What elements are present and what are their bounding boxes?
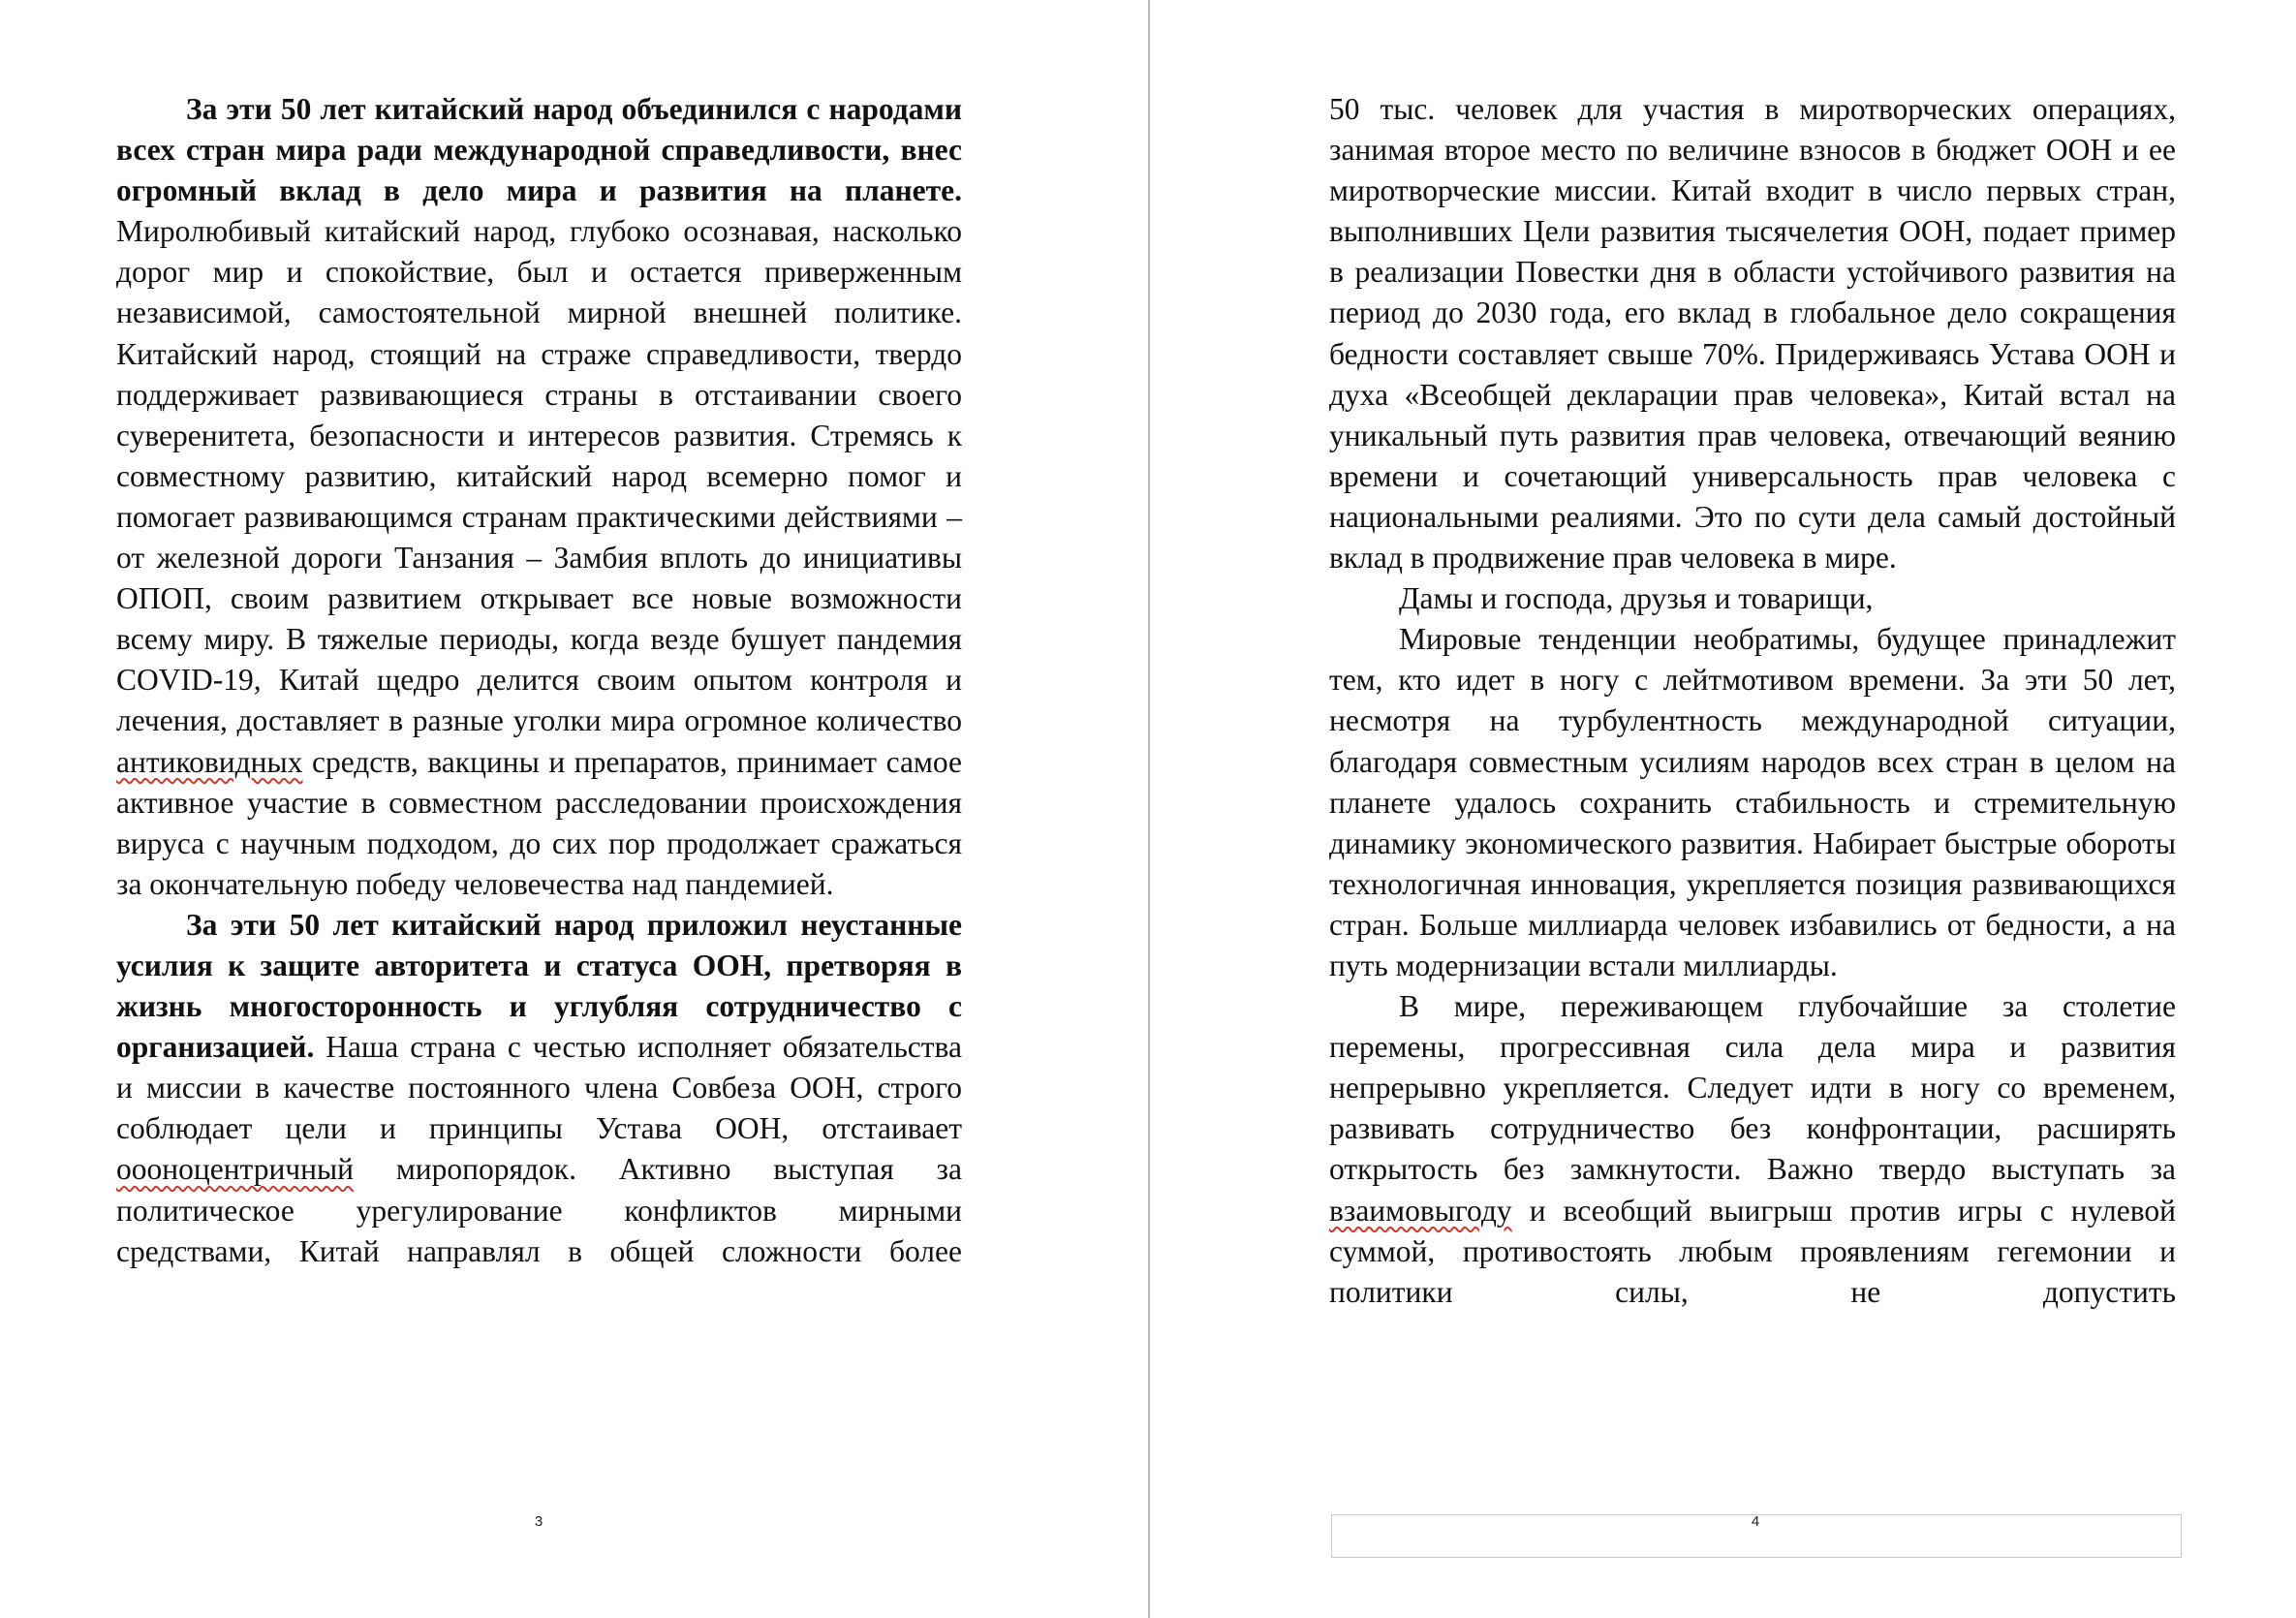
page-4-body bbox=[1329, 89, 2176, 1313]
paragraph-text: средств, вакцины и препаратов, принимает самое активное участие в совместном расследовании происхождения вируса с научным подходом, до сих пор продолжает сражаться за окончательную победу человечества над пандемией. bbox=[116, 744, 962, 901]
page-4 bbox=[1150, 0, 2296, 1618]
paragraph bbox=[1329, 986, 2176, 1313]
paragraph bbox=[116, 89, 962, 905]
paragraph-text: В мире, переживающем глубочайшие за столетие перемены, прогрессивная сила дела мира и развития непрерывно укрепляется. Следует идти в ногу со временем, развивать сотрудничество без конфронтации, расширять открытость без замкнутости. Важно твердо выступать за bbox=[1329, 989, 2176, 1187]
bold-lead-text: За эти 50 лет китайский народ объединился с народами всех стран мира ради международной справедливости, внес огромный вклад в дело мира и развития на планете. bbox=[116, 92, 962, 208]
page-number: 4 bbox=[1751, 1513, 1760, 1530]
paragraph: 50 тыс. человек для участия в миротворческих операциях, занимая второе место по величине взносов в бюджет ООН и ее миротворческие миссии. Китай входит в число первых стран, выполнивших Цели развития тысячелетия ООН, подает пример в реализации Повестки дня в области устойчивого развития на период до 2030 года, его вклад в глобальное дело сокращения бедности составляет свыше 70%. Придерживаясь Устава ООН и духа «Всеобщей декларации прав человека», Китай встал на уникальный путь развития прав человека, отвечающий веянию времени и сочетающий универсальность прав человека с национальными реалиями. Это по сути дела самый достойный вклад в продвижение прав человека в мире. bbox=[1329, 92, 2176, 576]
spellcheck-flagged-word[interactable]: оооноцентричный bbox=[116, 1152, 355, 1187]
page-3-body bbox=[116, 89, 962, 1272]
paragraph: Мировые тенденции необратимы, будущее принадлежит тем, кто идет в ногу с лейтмотивом времени. За эти 50 лет, несмотря на турбулентность международной ситуации, благодаря совместным усилиям народов всех стран в целом на планете удалось сохранить стабильность и стремительную динамику экономического развития. Набирает быстрые обороты технологичная инновация, укрепляется позиция развивающихся стран. Больше миллиарда человек избавились от бедности, а на путь модернизации встали миллиарды. bbox=[1329, 622, 2176, 982]
spellcheck-flagged-word[interactable]: взаимовыгоду bbox=[1329, 1193, 1512, 1228]
spellcheck-flagged-word[interactable]: антиковидных bbox=[116, 744, 303, 779]
paragraph-text: миропорядок. Активно выступая за политическое урегулирование конфликтов мирными средствами, Китай направлял в общей сложности более bbox=[116, 1152, 962, 1268]
paragraph-text: и всеобщий выигрыш против игры с нулевой суммой, противостоять любым проявлениям гегемонии и политики силы, не допустить bbox=[1329, 1193, 2176, 1309]
paragraph-text: Миролюбивый китайский народ, глубоко осознавая, насколько дорог мир и спокойствие, был и остается приверженным независимой, самостоятельной мирной внешней политике. Китайский народ, стоящий на страже справедливости, твердо поддерживает развивающиеся страны в отстаивании своего суверенитета, безопасности и интересов развития. Стремясь к совместному развитию, китайский народ всемерно помог и помогает развивающимся странам практическими действиями – от железной дороги Танзания – Замбия вплоть до инициативы ОПОП, своим развитием открывает все новые возможности всему миру. В тяжелые периоды, когда везде бушует пандемия COVID-19, Китай щедро делится своим опытом контроля и лечения, доставляет в разные уголки мира огромное количество bbox=[116, 214, 962, 738]
page-number: 3 bbox=[534, 1513, 543, 1530]
paragraph bbox=[116, 905, 962, 1272]
paragraph: Дамы и господа, друзья и товарищи, bbox=[1399, 581, 1874, 616]
bold-lead-text: За эти 50 лет китайский народ приложил неустанные усилия к защите авторитета и статуса ООН, претворяя в жизнь многосторонность и углубляя сотрудничество с организацией. bbox=[116, 907, 962, 1065]
paragraph-text: Наша страна с честью исполняет обязательства и миссии в качестве постоянного члена Совбеза ООН, строго соблюдает цели и принципы Устава ООН, отстаивает bbox=[116, 1030, 962, 1146]
